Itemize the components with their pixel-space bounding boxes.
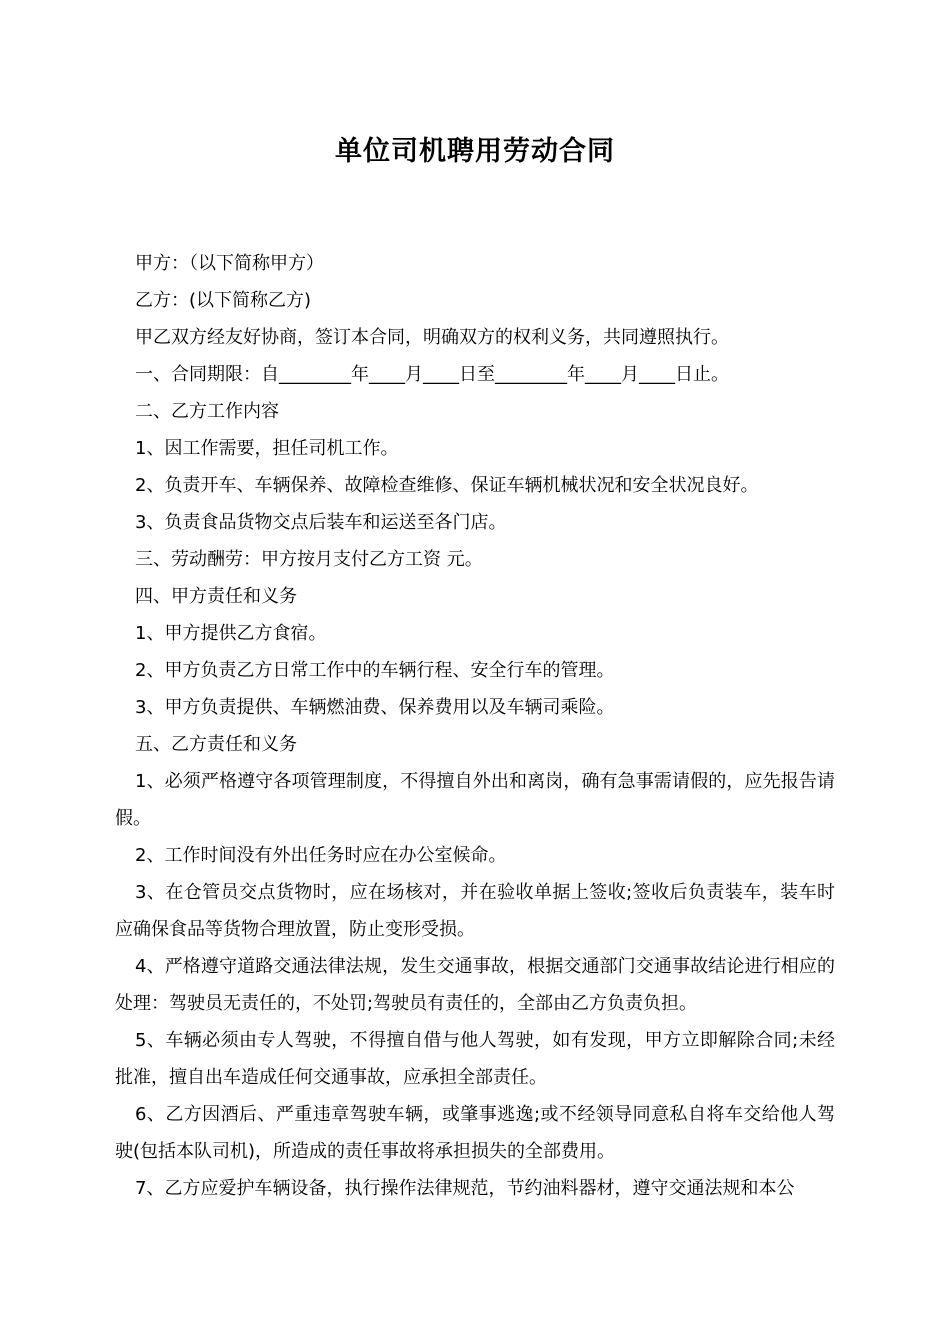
paragraph-a-duty-3: 3、甲方负责提供、车辆燃油费、保养费用以及车辆司乘险。 (135, 697, 615, 718)
paragraph-salary: 三、劳动酬劳：甲方按月支付乙方工资 元。 (135, 549, 483, 570)
paragraph-a-duty-1: 1、甲方提供乙方食宿。 (135, 623, 327, 644)
paragraph-b-duty-4: 4、严格遵守道路交通法律法规，发生交通事故，根据交通部门交通事故结论进行相应的处理：驾驶员无责任的，不处罚;驾驶员有责任的，全部由乙方负责负担。 (115, 956, 835, 1014)
paragraph-b-duty-2: 2、工作时间没有外出任务时应在办公室候命。 (135, 845, 507, 866)
heading-party-b-duties: 五、乙方责任和义务 (135, 734, 297, 755)
paragraph-a-duty-2: 2、甲方负责乙方日常工作中的车辆行程、安全行车的管理。 (135, 660, 615, 681)
paragraph-work-2: 2、负责开车、车辆保养、故障检查维修、保证车辆机械状况和安全状况良好。 (135, 475, 759, 496)
paragraph-b-duty-5: 5、车辆必须由专人驾驶，不得擅自借与他人驾驶，如有发现，甲方立即解除合同;未经批准，擅自出车造成任何交通事故，应承担全部责任。 (115, 1030, 835, 1088)
paragraph-work-1: 1、因工作需要，担任司机工作。 (135, 438, 399, 459)
paragraph-party-b: 乙方：(以下简称乙方) (135, 290, 312, 311)
heading-party-a-duties: 四、甲方责任和义务 (135, 586, 297, 607)
paragraph-work-3: 3、负责食品货物交点后装车和运送至各门店。 (135, 512, 507, 533)
paragraph-b-duty-3: 3、在仓管员交点货物时，应在场核对，并在验收单据上签收;签收后负责装车，装车时应确保食品等货物合理放置，防止变形受损。 (115, 882, 835, 940)
document-body (115, 245, 835, 1207)
paragraph-b-duty-7: 7、乙方应爱护车辆设备，执行操作法律规范，节约油料器材，遵守交通法规和本公 (135, 1178, 795, 1199)
heading-work-content: 二、乙方工作内容 (135, 401, 279, 422)
paragraph-term: 一、合同期限：自________年____月____日至________年____月____日止。 (135, 364, 729, 385)
document-title: 单位司机聘用劳动合同 (335, 136, 615, 167)
paragraph-party-a: 甲方：（以下简称甲方） (135, 253, 324, 274)
paragraph-intro: 甲乙双方经友好协商，签订本合同，明确双方的权利义务，共同遵照执行。 (135, 327, 729, 348)
paragraph-b-duty-6: 6、乙方因酒后、严重违章驾驶车辆，或肇事逃逸;或不经领导同意私自将车交给他人驾驶(包括本队司机)，所造成的责任事故将承担损失的全部费用。 (115, 1104, 835, 1162)
paragraph-b-duty-1: 1、必须严格遵守各项管理制度，不得擅自外出和离岗，确有急事需请假的，应先报告请假。 (115, 771, 835, 829)
